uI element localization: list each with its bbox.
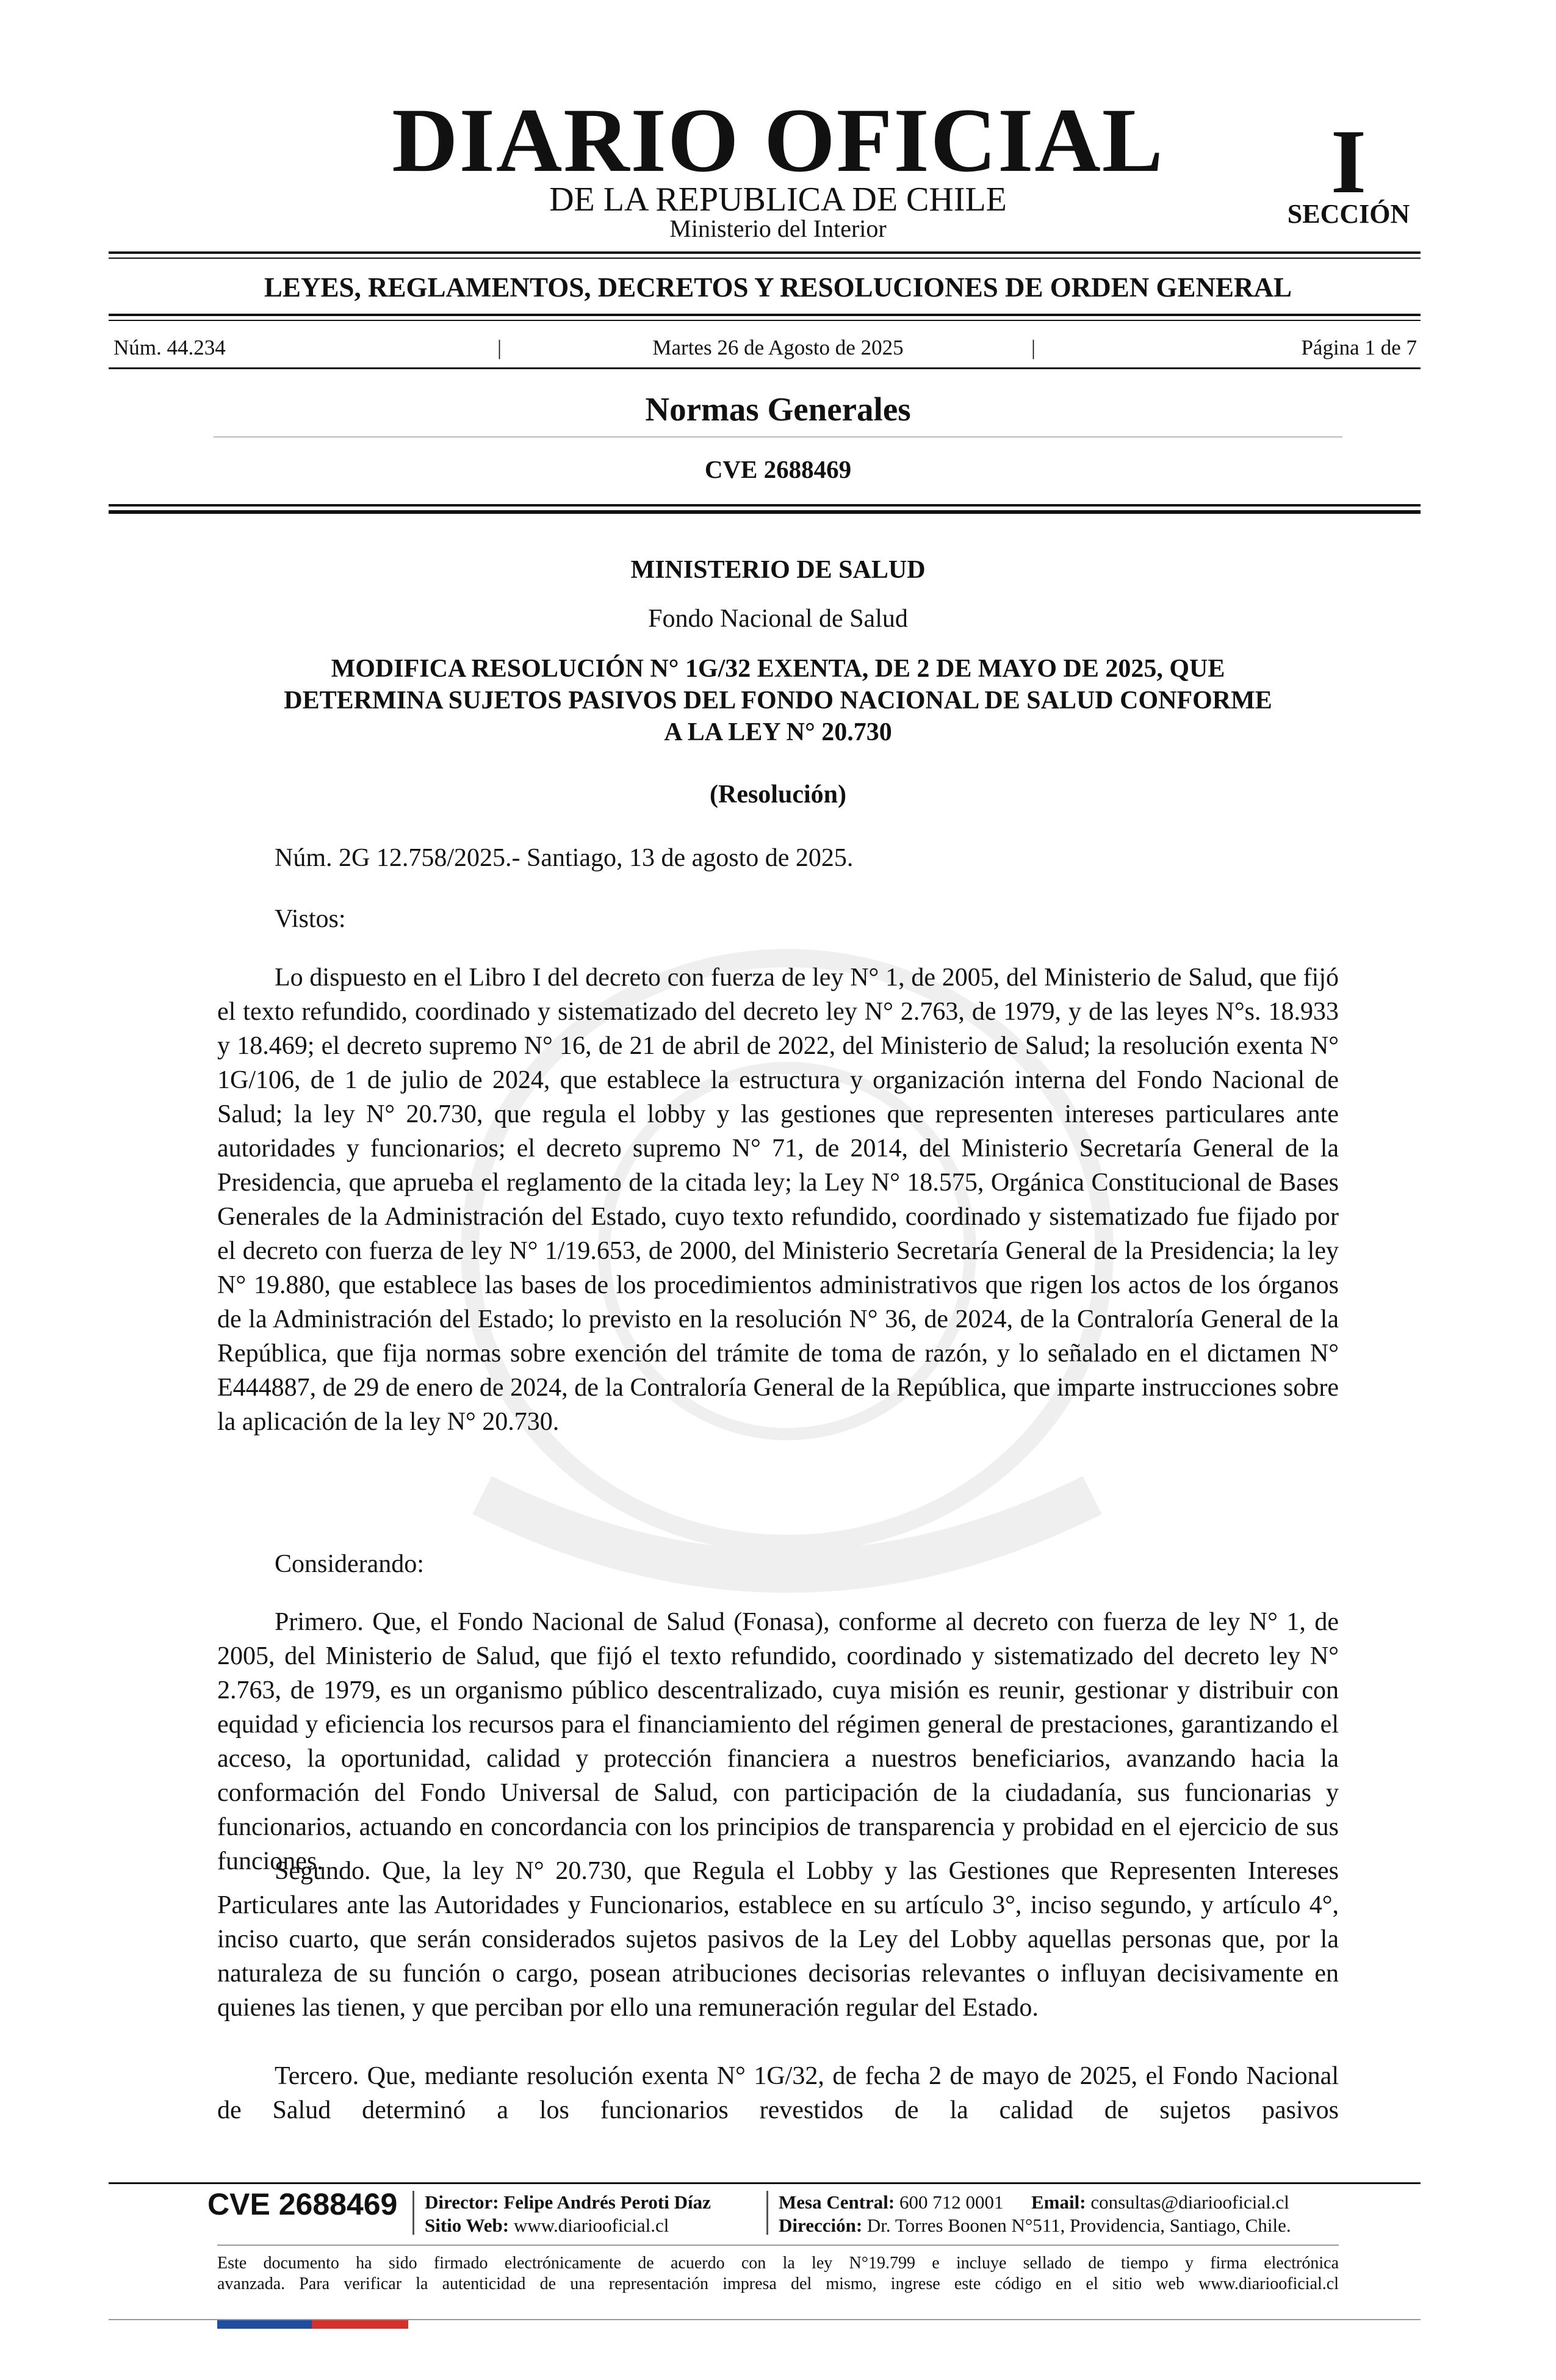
phone-number: 600 712 0001 <box>899 2191 1004 2213</box>
resolution-number: Núm. 2G 12.758/2025.- Santiago, 13 de agosto de 2025. <box>275 844 854 872</box>
document-title-line: MODIFICA RESOLUCIÓN N° 1G/32 EXENTA, DE 2 DE MAYO DE 2025, QUE <box>331 655 1225 683</box>
footer-address <box>779 2214 1413 2237</box>
considerando-primero: Primero. Que, el Fondo Nacional de Salud (Fonasa), conforme al decreto con fuerza de ley N° 1, de 2005, del Ministerio de Salud, que fijó el texto refundido, coordinado y sistematizado del decreto ley N° 2.763, de 1979, es un organismo público descentralizado, cuya misión es reunir, gestionar y distribuir con equidad y eficiencia los recursos para el financiamiento del régimen general de prestaciones, garantizando el acceso, la oportunidad, calidad y protección financiera a nuestros beneficiarios, avanzando hacia la conformación del Fondo Universal de Salud, con participación de la ciudadanía, sus funcionarias y funcionarios, actuando en concordancia con los principios de transparencia y probidad en el ejercicio de sus funciones. <box>217 1608 1339 1875</box>
footer-cve-code: CVE 2688469 <box>207 2187 398 2221</box>
footer-divider <box>217 2245 1339 2246</box>
website-link[interactable]: www.diariooficial.cl <box>513 2215 669 2236</box>
divider <box>214 436 1342 438</box>
website-label: Sitio Web: <box>425 2215 510 2236</box>
divider <box>109 314 1421 316</box>
masthead-ministry: Ministerio del Interior <box>669 215 887 242</box>
footer-contact <box>779 2191 1413 2214</box>
section-heading: Normas Generales <box>645 391 911 428</box>
considerando-segundo: Segundo. Que, la ley N° 20.730, que Regula el Lobby y las Gestiones que Representen Intereses Particulares ante las Autoridades y Funcionarios, establece en su artículo 3°, inciso segundo, y artículo 4°, inciso cuarto, que serán considerados sujetos pasivos de la Ley del Lobby aquellas personas que, por la naturaleza de su función o cargo, posean atribuciones decisorias relevantes o influyan decisivamente en quienes las tienen, y que perciban por ello una remuneración regular del Estado. <box>217 1857 1339 2022</box>
masthead-subtitle: DE LA REPUBLICA DE CHILE <box>549 181 1007 218</box>
disclaimer-line: Este documento ha sido firmado electrónicamente de acuerdo con la ley N°19.799 e incluye sellado de tiempo y firma electrónica <box>217 2254 1339 2273</box>
divider <box>109 504 1421 507</box>
footer-director <box>425 2191 766 2214</box>
divider <box>109 258 1421 259</box>
document-type: (Resolución) <box>710 781 846 809</box>
footer-disclaimer <box>217 2253 1339 2295</box>
vistos-heading: Vistos: <box>275 905 346 933</box>
phone-label: Mesa Central: <box>779 2191 895 2213</box>
issue-separator: | <box>497 336 502 359</box>
section-label: SECCIÓN <box>1287 199 1410 229</box>
address-text: Dr. Torres Boonen N°511, Providencia, Santiago, Chile. <box>866 2215 1291 2236</box>
vistos-paragraph: Lo dispuesto en el Libro I del decreto con fuerza de ley N° 1, de 2005, del Ministerio de Salud, que fijó el texto refundido, coordinado y sistematizado del decreto ley N° 2.763, de 1979, y de las leyes N°s. 18.933 y 18.469; el decreto supremo N° 16, de 21 de abril de 2022, del Ministerio de Salud; la resolución exenta N° 1G/106, de 1 de julio de 2024, que establece la estructura y organización interna del Fondo Nacional de Salud; la ley N° 20.730, que regula el lobby y las gestiones que representen intereses particulares ante autoridades y funcionarios; el decreto supremo N° 71, de 2014, del Ministerio Secretaría General de la Presidencia, que aprueba el reglamento de la citada ley; la Ley N° 18.575, Orgánica Constitucional de Bases Generales de la Administración del Estado, cuyo texto refundido, coordinado y sistematizado fue fijado por el decreto con fuerza de ley N° 1/19.653, de 2000, del Ministerio Secretaría General de la Presidencia; la ley N° 19.880, que establece las bases de los procedimientos administrativos que rigen los actos de los órganos de la Administración del Estado; lo previsto en la resolución N° 36, de 2024, de la Contraloría General de la República, que fija normas sobre exención del trámite de toma de razón, y lo señalado en el dictamen N° E444887, de 29 de enero de 2024, de la Contraloría General de la República, que imparte instrucciones sobre la aplicación de la ley N° 20.730. <box>217 964 1339 1436</box>
document-agency: Fondo Nacional de Salud <box>648 605 908 633</box>
category-heading: LEYES, REGLAMENTOS, DECRETOS Y RESOLUCIONES DE ORDEN GENERAL <box>264 272 1292 303</box>
footer-divider <box>109 2182 1421 2184</box>
issue-date: Martes 26 de Agosto de 2025 <box>652 336 904 359</box>
flag-stripe-red <box>312 2320 408 2329</box>
footer-separator <box>412 2191 414 2235</box>
director-label: Director: <box>425 2191 499 2213</box>
divider <box>109 510 1421 514</box>
email-label: Email: <box>1031 2191 1086 2213</box>
document-title <box>183 653 1373 748</box>
issue-number: Núm. 44.234 <box>113 336 226 359</box>
footer-separator <box>766 2191 768 2235</box>
disclaimer-line: avanzada. Para verificar la autenticidad de una representación impresa del mismo, ingrese este código en el sitio web www.diariooficial.cl <box>217 2274 1339 2293</box>
flag-stripe-blue <box>217 2320 312 2329</box>
cve-code: CVE 2688469 <box>704 455 852 483</box>
footer-website <box>425 2214 766 2237</box>
director-name: Felipe Andrés Peroti Díaz <box>503 2191 711 2213</box>
document-title-line: DETERMINA SUJETOS PASIVOS DEL FONDO NACIONAL DE SALUD CONFORME <box>284 687 1272 715</box>
document-ministry: MINISTERIO DE SALUD <box>630 556 926 584</box>
email-link[interactable]: consultas@diariooficial.cl <box>1090 2191 1289 2213</box>
divider <box>109 320 1421 321</box>
divider <box>109 367 1421 369</box>
section-number: I <box>1330 111 1367 212</box>
document-title-line: A LA LEY N° 20.730 <box>664 718 892 746</box>
considerando-tercero: Tercero. Que, mediante resolución exenta N° 1G/32, de fecha 2 de mayo de 2025, el Fondo Nacional de Salud determinó a los funcionarios revestidos de la calidad de sujetos pasivos <box>217 2062 1339 2124</box>
masthead-title: DIARIO OFICIAL <box>392 90 1164 191</box>
considerando-heading: Considerando: <box>275 1550 424 1578</box>
page-indicator: Página 1 de 7 <box>1301 336 1417 359</box>
address-label: Dirección: <box>779 2215 863 2236</box>
issue-separator: | <box>1031 336 1036 359</box>
divider <box>109 251 1421 254</box>
